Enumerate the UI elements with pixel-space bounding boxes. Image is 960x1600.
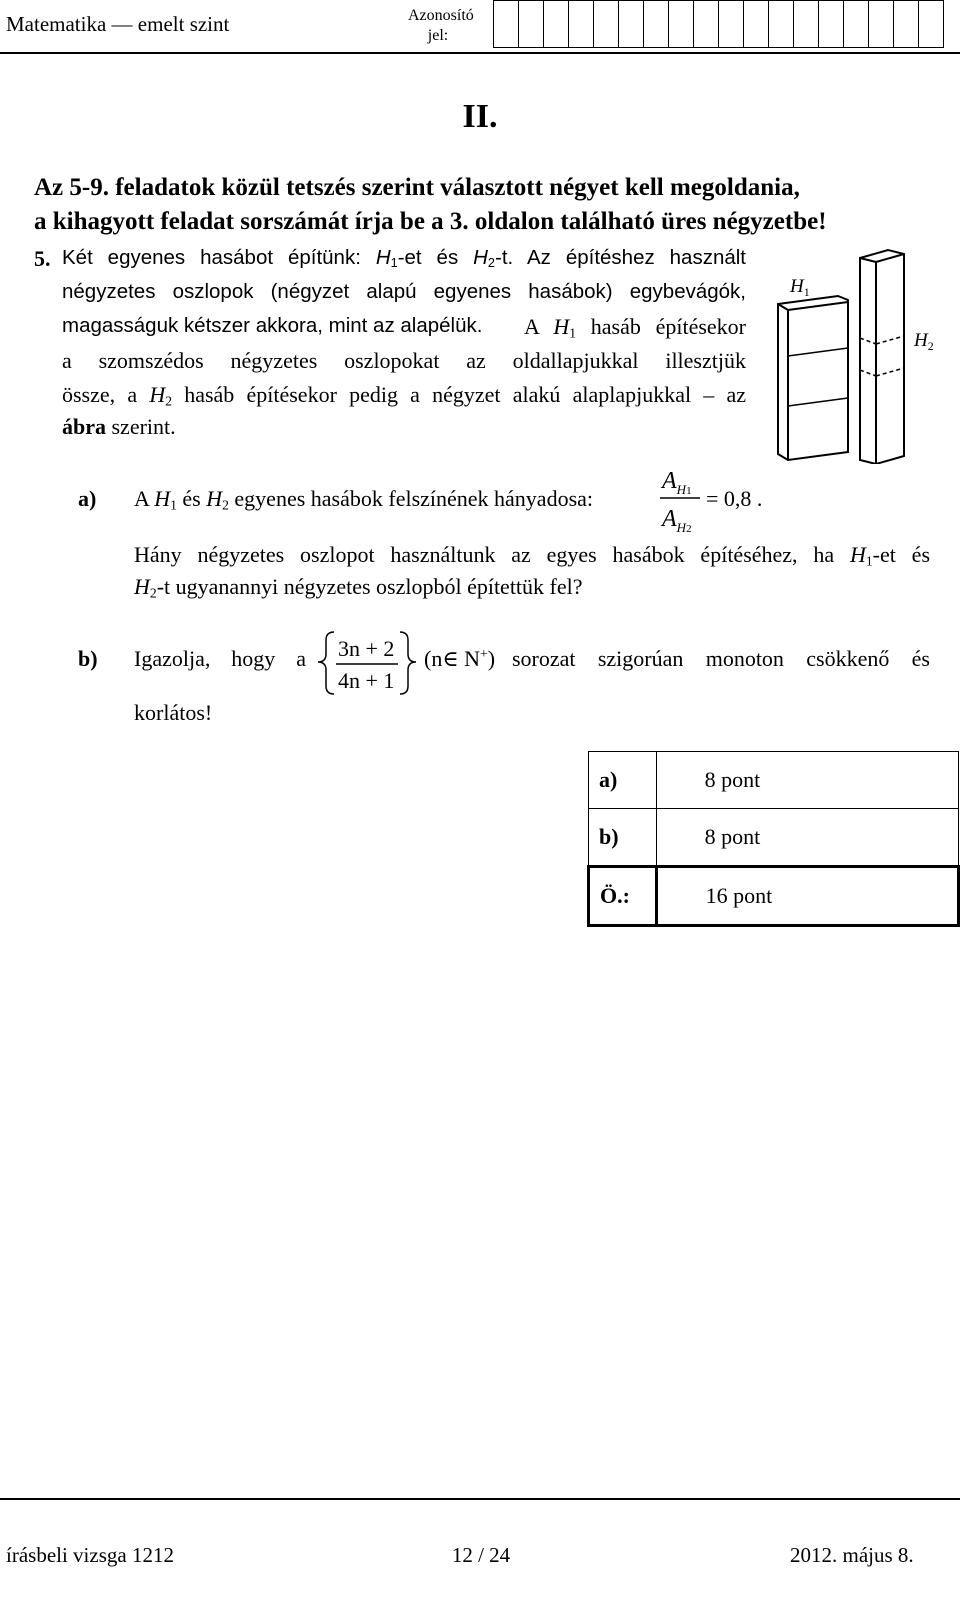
- id-label: Azonosító jel:: [408, 7, 474, 44]
- part-a-label: a): [78, 486, 97, 511]
- prism-figure: [764, 248, 944, 464]
- footer-page-number: 12 / 24: [451, 1543, 511, 1567]
- part-b-text-end: korlátos!: [134, 700, 213, 725]
- problem-number: 5.: [34, 246, 51, 271]
- id-box[interactable]: [693, 0, 720, 48]
- id-box[interactable]: [818, 0, 845, 48]
- part-b-text-rest: sorozat szigorúan monoton csökkenő és: [512, 646, 930, 671]
- part-b-text-start: Igazolja, hogy a: [134, 646, 306, 671]
- id-box[interactable]: [668, 0, 695, 48]
- prism-h2-drawing: [860, 250, 904, 464]
- id-box[interactable]: [768, 0, 795, 48]
- id-box[interactable]: [518, 0, 545, 48]
- problem-line-6: ábra szerint.: [62, 414, 176, 439]
- id-box[interactable]: [568, 0, 595, 48]
- right-brace: [400, 632, 416, 694]
- score-label: Ö.:: [589, 867, 657, 926]
- score-points: 8 pont: [656, 752, 958, 809]
- score-points: 16 pont: [656, 867, 958, 926]
- problem-line-1: Két egyenes hasábot építünk: $H_1-et$ és $H_2-t$. Az építéshez használt: [62, 246, 746, 271]
- part-b-label: b): [78, 646, 98, 671]
- figure-label-h2: $H_2$: [914, 330, 934, 353]
- part-a-question-line-2: $H_2-t$ ugyanannyi négyzetes oszlopból építettük fel?: [134, 574, 583, 601]
- id-box[interactable]: [493, 0, 520, 48]
- header-subject: Matematika — emelt szint: [6, 12, 230, 36]
- id-box[interactable]: [743, 0, 770, 48]
- problem-line-3: magasságuk kétszer akkora, mint az alapélük.: [62, 314, 483, 337]
- header-rule: [0, 52, 960, 54]
- id-box[interactable]: [868, 0, 895, 48]
- fraction-denominator: $A_H2$: [662, 506, 692, 535]
- id-boxes: [494, 0, 944, 48]
- id-box[interactable]: [718, 0, 745, 48]
- surface-ratio-formula: [656, 462, 806, 542]
- id-box[interactable]: [543, 0, 570, 48]
- fraction-numerator: $A_H1$: [662, 468, 692, 497]
- score-points: 8 pont: [656, 809, 958, 867]
- footer-exam-code: írásbeli vizsga 1212: [6, 1543, 174, 1567]
- sequence-numerator: 3n + 2: [338, 636, 395, 661]
- sequence-denominator: 4n + 1: [338, 668, 395, 693]
- left-brace: [318, 632, 334, 694]
- natural-number-condition: (n∈ N+): [424, 645, 496, 671]
- id-box[interactable]: [793, 0, 820, 48]
- score-row-a: [589, 752, 959, 809]
- problem-line-4: a szomszédos négyzetes oszlopokat az oldallapjukkal illesztjük: [62, 348, 746, 373]
- footer-rule: [0, 1498, 960, 1500]
- section-title: II.: [462, 98, 498, 135]
- id-box[interactable]: [918, 0, 945, 48]
- part-a-question-line-1: Hány négyzetes oszlopot használtunk az egyes hasábok építéséhez, ha $H_1-et$ és: [134, 542, 931, 569]
- footer-date: 2012. május 8.: [790, 1543, 914, 1567]
- ratio-value: = 0,8 .: [706, 486, 763, 511]
- instruction-line-2: a kihagyott feladat sorszámát írja be a 3. oldalon található üres négyzetbe!: [34, 208, 827, 235]
- id-box[interactable]: [593, 0, 620, 48]
- problem-line-5: össze, a $H_2$ hasáb építésekor pedig a négyzet alakú alaplapjukkal – az: [62, 382, 746, 409]
- id-box[interactable]: [893, 0, 920, 48]
- score-table: [587, 751, 960, 927]
- sequence-formula: [312, 628, 422, 698]
- score-label: a): [589, 752, 657, 809]
- part-a-text: A $H_1$ és $H_2$ egyenes hasábok felszínének hányadosa:: [134, 486, 594, 513]
- score-label: b): [589, 809, 657, 867]
- problem-line-2: négyzetes oszlopok (négyzet alapú egyenes hasábok) egybevágók,: [62, 280, 746, 303]
- score-row-total: [589, 867, 959, 926]
- id-box[interactable]: [843, 0, 870, 48]
- prism-h1-drawing: [778, 296, 848, 460]
- id-box[interactable]: [618, 0, 645, 48]
- instruction-line-1: Az 5-9. feladatok közül tetszés szerint választott négyet kell megoldania,: [34, 174, 800, 201]
- problem-line-3b: A $H_1$ hasáb építésekor: [524, 314, 746, 341]
- figure-label-h1: $H_1$: [790, 276, 810, 299]
- id-box[interactable]: [643, 0, 670, 48]
- score-row-b: [589, 809, 959, 867]
